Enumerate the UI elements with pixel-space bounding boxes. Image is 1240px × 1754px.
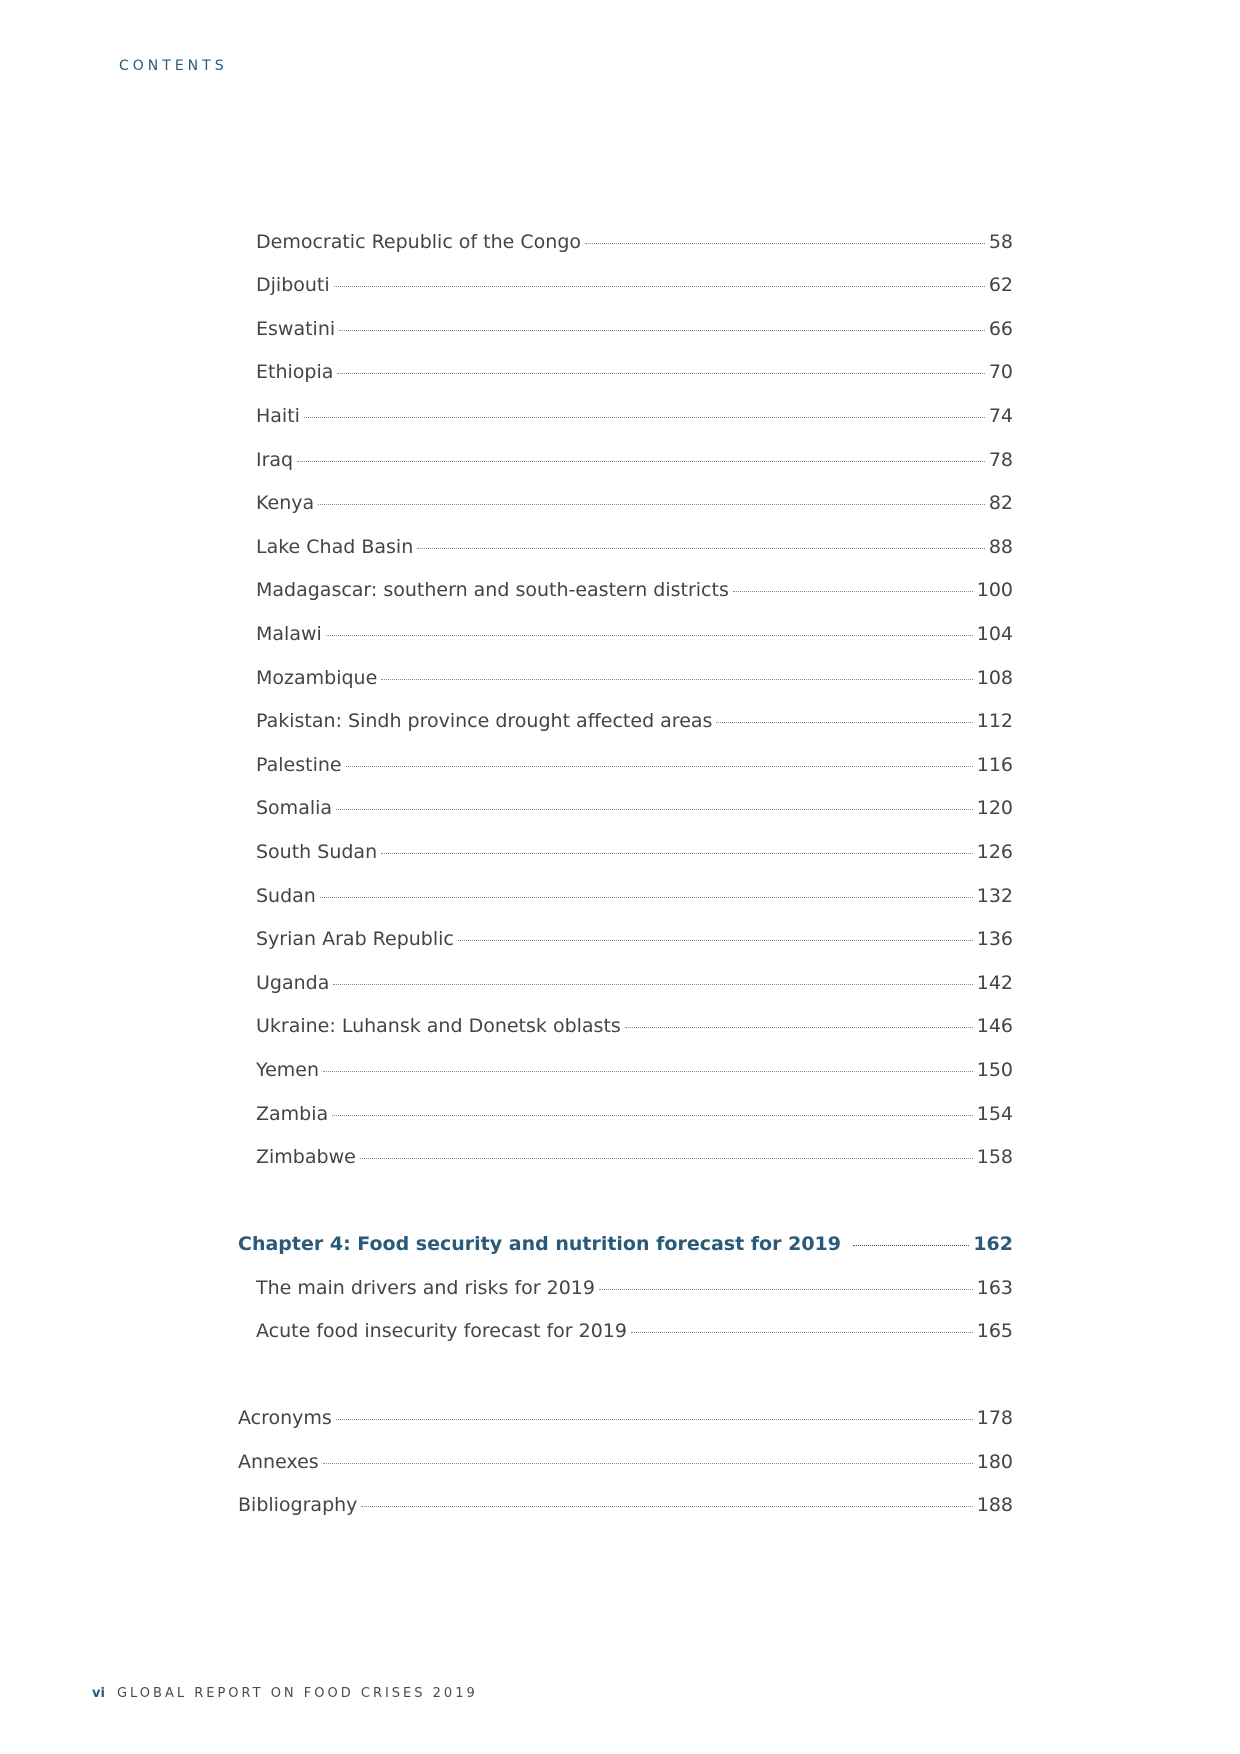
dot-leader xyxy=(360,1158,973,1159)
toc-entry-label: Mozambique xyxy=(256,667,378,689)
toc-entry-label: South Sudan xyxy=(256,841,378,863)
toc-entry-page: 154 xyxy=(976,1103,1013,1125)
dot-leader xyxy=(417,548,985,549)
toc-entry-page: 188 xyxy=(976,1494,1013,1516)
toc-entry[interactable] xyxy=(256,1277,1013,1307)
toc-entry-label: Ukraine: Luhansk and Donetsk oblasts xyxy=(256,1015,621,1037)
toc-entry-label: Acronyms xyxy=(238,1407,332,1429)
toc-entry[interactable] xyxy=(256,492,1013,522)
dot-leader xyxy=(599,1289,973,1290)
dot-leader xyxy=(332,1115,973,1116)
toc-entry-page: 126 xyxy=(976,841,1013,863)
toc-entry-page: 74 xyxy=(988,405,1013,427)
toc-entry[interactable] xyxy=(256,579,1013,609)
toc-entry-label: Bibliography xyxy=(238,1494,358,1516)
toc-entry-page: 62 xyxy=(988,274,1013,296)
toc-entry-page: 58 xyxy=(988,231,1013,253)
dot-leader xyxy=(326,635,973,636)
toc-entry-page: 163 xyxy=(976,1277,1013,1299)
toc-entry-page: 178 xyxy=(976,1407,1013,1429)
dot-leader xyxy=(346,766,973,767)
toc-entry-page: 108 xyxy=(976,667,1013,689)
toc-entry-label: Sudan xyxy=(256,885,316,907)
dot-leader xyxy=(297,461,985,462)
dot-leader xyxy=(631,1332,973,1333)
toc-entry[interactable] xyxy=(256,405,1013,435)
toc-entry-page: 82 xyxy=(988,492,1013,514)
toc-entry[interactable] xyxy=(256,972,1013,1002)
toc-entry-label: Zimbabwe xyxy=(256,1146,356,1168)
toc-entry-page: 180 xyxy=(976,1451,1013,1473)
toc-entry[interactable] xyxy=(256,1103,1013,1133)
toc-entry[interactable] xyxy=(256,797,1013,827)
toc-entry-page: 136 xyxy=(976,928,1013,950)
toc-entry-page: 142 xyxy=(976,972,1013,994)
toc-entry-page: 104 xyxy=(976,623,1013,645)
toc-entry-label: Lake Chad Basin xyxy=(256,536,414,558)
toc-entry-page: 120 xyxy=(976,797,1013,819)
dot-leader xyxy=(716,722,972,723)
dot-leader xyxy=(625,1027,973,1028)
publication-title: GLOBAL REPORT ON FOOD CRISES 2019 xyxy=(116,1686,478,1701)
dot-leader xyxy=(304,417,985,418)
toc-entry[interactable] xyxy=(256,449,1013,479)
toc-entry-page: 165 xyxy=(976,1320,1013,1342)
toc-entry-page: 78 xyxy=(988,449,1013,471)
toc-entry-label: Eswatini xyxy=(256,318,336,340)
toc-entry-annexes[interactable] xyxy=(238,1451,1013,1481)
dot-leader xyxy=(585,243,985,244)
dot-leader xyxy=(323,1463,973,1464)
page-footer xyxy=(92,1686,478,1701)
toc-entry-label: Iraq xyxy=(256,449,294,471)
toc-entry[interactable] xyxy=(256,274,1013,304)
toc-entry[interactable] xyxy=(256,928,1013,958)
toc-entry-page: 66 xyxy=(988,318,1013,340)
toc-entry-page: 150 xyxy=(976,1059,1013,1081)
toc-entry-label: Annexes xyxy=(238,1451,319,1473)
toc-entry[interactable] xyxy=(256,536,1013,566)
toc-entry-page: 112 xyxy=(976,710,1013,732)
toc-entry-page: 158 xyxy=(976,1146,1013,1168)
toc-entry-acronyms[interactable] xyxy=(238,1407,1013,1437)
toc-entry-label: Acute food insecurity forecast for 2019 xyxy=(256,1320,627,1342)
toc-entry-label: Syrian Arab Republic xyxy=(256,928,454,950)
dot-leader xyxy=(381,679,972,680)
toc-entry[interactable] xyxy=(256,1320,1013,1350)
dot-leader xyxy=(458,940,973,941)
toc-entry-label: The main drivers and risks for 2019 xyxy=(256,1277,595,1299)
dot-leader xyxy=(318,504,985,505)
dot-leader xyxy=(339,330,985,331)
toc-entry-page: 116 xyxy=(976,754,1013,776)
dot-leader xyxy=(853,1245,969,1246)
toc-entry-label: Yemen xyxy=(256,1059,320,1081)
dot-leader xyxy=(337,373,984,374)
toc-entry[interactable] xyxy=(256,1015,1013,1045)
toc-entry-label: Somalia xyxy=(256,797,333,819)
toc-entry[interactable] xyxy=(256,710,1013,740)
toc-entry[interactable] xyxy=(256,885,1013,915)
toc-entry-label: Zambia xyxy=(256,1103,329,1125)
toc-entry-page: 88 xyxy=(988,536,1013,558)
toc-entry[interactable] xyxy=(256,754,1013,784)
dot-leader xyxy=(733,591,973,592)
dot-leader xyxy=(336,809,973,810)
toc-entry-page: 132 xyxy=(976,885,1013,907)
toc-entry[interactable] xyxy=(256,318,1013,348)
toc-entry[interactable] xyxy=(256,1146,1013,1176)
toc-entry-label: Uganda xyxy=(256,972,330,994)
toc-entry[interactable] xyxy=(256,361,1013,391)
dot-leader xyxy=(323,1071,973,1072)
toc-entry[interactable] xyxy=(256,1059,1013,1089)
toc-entry-label: Kenya xyxy=(256,492,315,514)
toc-chapter-4[interactable] xyxy=(238,1233,1013,1263)
toc-entry-label: Democratic Republic of the Congo xyxy=(256,231,582,253)
toc-entry[interactable] xyxy=(256,667,1013,697)
toc-entry-page: 70 xyxy=(988,361,1013,383)
toc-entry-label: Djibouti xyxy=(256,274,330,296)
chapter-page: 162 xyxy=(973,1233,1013,1255)
dot-leader xyxy=(320,897,973,898)
toc-entry-label: Malawi xyxy=(256,623,322,645)
toc-entry[interactable] xyxy=(256,231,1013,261)
toc-entry-label: Palestine xyxy=(256,754,342,776)
dot-leader xyxy=(334,286,985,287)
toc-entry[interactable] xyxy=(256,841,1013,871)
dot-leader xyxy=(333,984,972,985)
chapter-label: Chapter 4: Food security and nutrition forecast for 2019 xyxy=(238,1233,841,1255)
toc-entry-label: Haiti xyxy=(256,405,300,427)
toc-entry[interactable] xyxy=(256,623,1013,653)
section-header: CONTENTS xyxy=(119,58,228,74)
page-folio: vi xyxy=(92,1686,105,1701)
toc-entry-label: Ethiopia xyxy=(256,361,334,383)
toc-entry-page: 146 xyxy=(976,1015,1013,1037)
toc-entry-label: Madagascar: southern and south-eastern districts xyxy=(256,579,729,601)
dot-leader xyxy=(381,853,973,854)
toc-entry-label: Pakistan: Sindh province drought affected areas xyxy=(256,710,713,732)
dot-leader xyxy=(336,1419,973,1420)
toc-entry-bibliography[interactable] xyxy=(238,1494,1013,1524)
dot-leader xyxy=(361,1506,972,1507)
toc-entry-page: 100 xyxy=(976,579,1013,601)
